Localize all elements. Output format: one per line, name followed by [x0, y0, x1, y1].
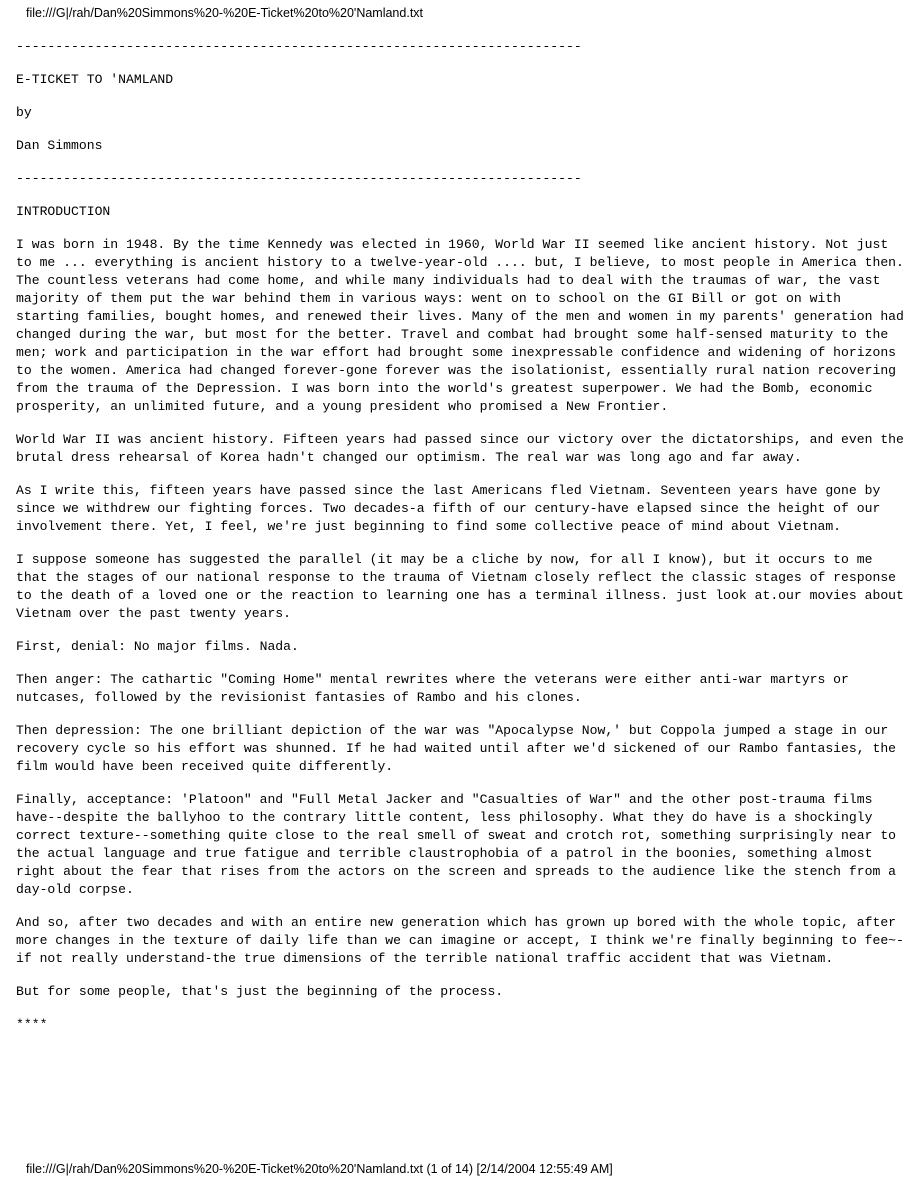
divider-top: ------------------------------------------------------------------------ — [16, 39, 582, 54]
paragraph: But for some people, that's just the beginning of the process. — [16, 984, 504, 999]
section-heading: INTRODUCTION — [16, 204, 111, 219]
paragraph: Finally, acceptance: 'Platoon" and "Full Metal Jacker and "Casualties of War" and the other post-trauma films have--despite the ballyhoo to the contrary little content, less philosophy. What they do have is a shockingly correct texture--something quite close to the real smell of sweat and crotch rot, something surprisingly near to the actual language and true fatigue and terrible claustrophobia of a patrol in the boonies, something almost right about the fear that rises from the actors on the screen and spreads to the audience like the stench from a day-old corpse. — [16, 792, 904, 897]
paragraph: I was born in 1948. By the time Kennedy was elected in 1960, World War II seemed like ancient history. Not just to me ... everything is ancient history to a twelve-year-old .... but, I believe, to most people in America then. The countless veterans had come home, and while many individuals had to deal with the traumas of war, the vast majority of them put the war behind them in various ways: went on to school on the GI Bill or got on with starting families, bought homes, and renewed their lives. Many of the men and women in my parents' generation had changed during the war, but most for the better. Travel and combat had brought some half-sensed maturity to the men; work and participation in the war effort had brought some inexpressable confidence and widening of horizons to the women. America had changed forever-gone forever was the isolationist, essentially rural nation recovering from the trauma of the Depression. I was born into the world's greatest superpower. We had the Bomb, economic prosperity, an unlimited future, and a young president who promised a New Frontier. — [16, 237, 912, 414]
story-title: E-TICKET TO 'NAMLAND — [16, 72, 174, 87]
paragraph: And so, after two decades and with an entire new generation which has grown up bored with the whole topic, after more changes in the texture of daily life than we can imagine or accept, I think we're finally beginning to fee~-if not really understand-the true dimensions of the terrible national traffic accident that was Vietnam. — [16, 915, 904, 966]
byline-by: by — [16, 105, 32, 120]
paragraph: World War II was ancient history. Fifteen years had passed since our victory over the dictatorships, and even the brutal dress rehearsal of Korea hadn't changed our optimism. The real war was long ago and far away. — [16, 432, 912, 465]
paragraph: As I write this, fifteen years have passed since the last Americans fled Vietnam. Seventeen years have gone by since we withdrew our fighting forces. Two decades-a fifth of our century-have elapsed since the height of our involvement there. Yet, I feel, we're just beginning to find some collective peace of mind about Vietnam. — [16, 483, 889, 534]
paragraph: Then depression: The one brilliant depiction of the war was "Apocalypse Now,' but Coppola jumped a stage in our recovery cycle so his effort was shunned. If he had waited until after we'd sickened of our Rambo fantasies, the film would have been received quite differently. — [16, 723, 904, 774]
paragraph: I suppose someone has suggested the parallel (it may be a cliche by now, for all I know), but it occurs to me that the stages of our national response to the trauma of Vietnam closely reflect the classic stages of response to the death of a loved one or the reaction to learning one has a terminal illness. just look at.our movies about Vietnam over the past twenty years. — [16, 552, 912, 621]
paragraph: Then anger: The cathartic "Coming Home" mental rewrites where the veterans were either anti-war martyrs or nutcases, followed by the revisionist fantasies of Rambo and his clones. — [16, 672, 857, 705]
author-name: Dan Simmons — [16, 138, 103, 153]
document-body — [16, 38, 912, 1049]
paragraph: First, denial: No major films. Nada. — [16, 639, 299, 654]
file-path-header: file:///G|/rah/Dan%20Simmons%20-%20E-Ticket%20to%20'Namland.txt — [26, 6, 424, 20]
section-break: **** — [16, 1017, 48, 1032]
divider-bottom: ------------------------------------------------------------------------ — [16, 171, 582, 186]
file-path-footer: file:///G|/rah/Dan%20Simmons%20-%20E-Ticket%20to%20'Namland.txt (1 of 14) [2/14/2004 12:55:49 AM] — [26, 1162, 613, 1176]
